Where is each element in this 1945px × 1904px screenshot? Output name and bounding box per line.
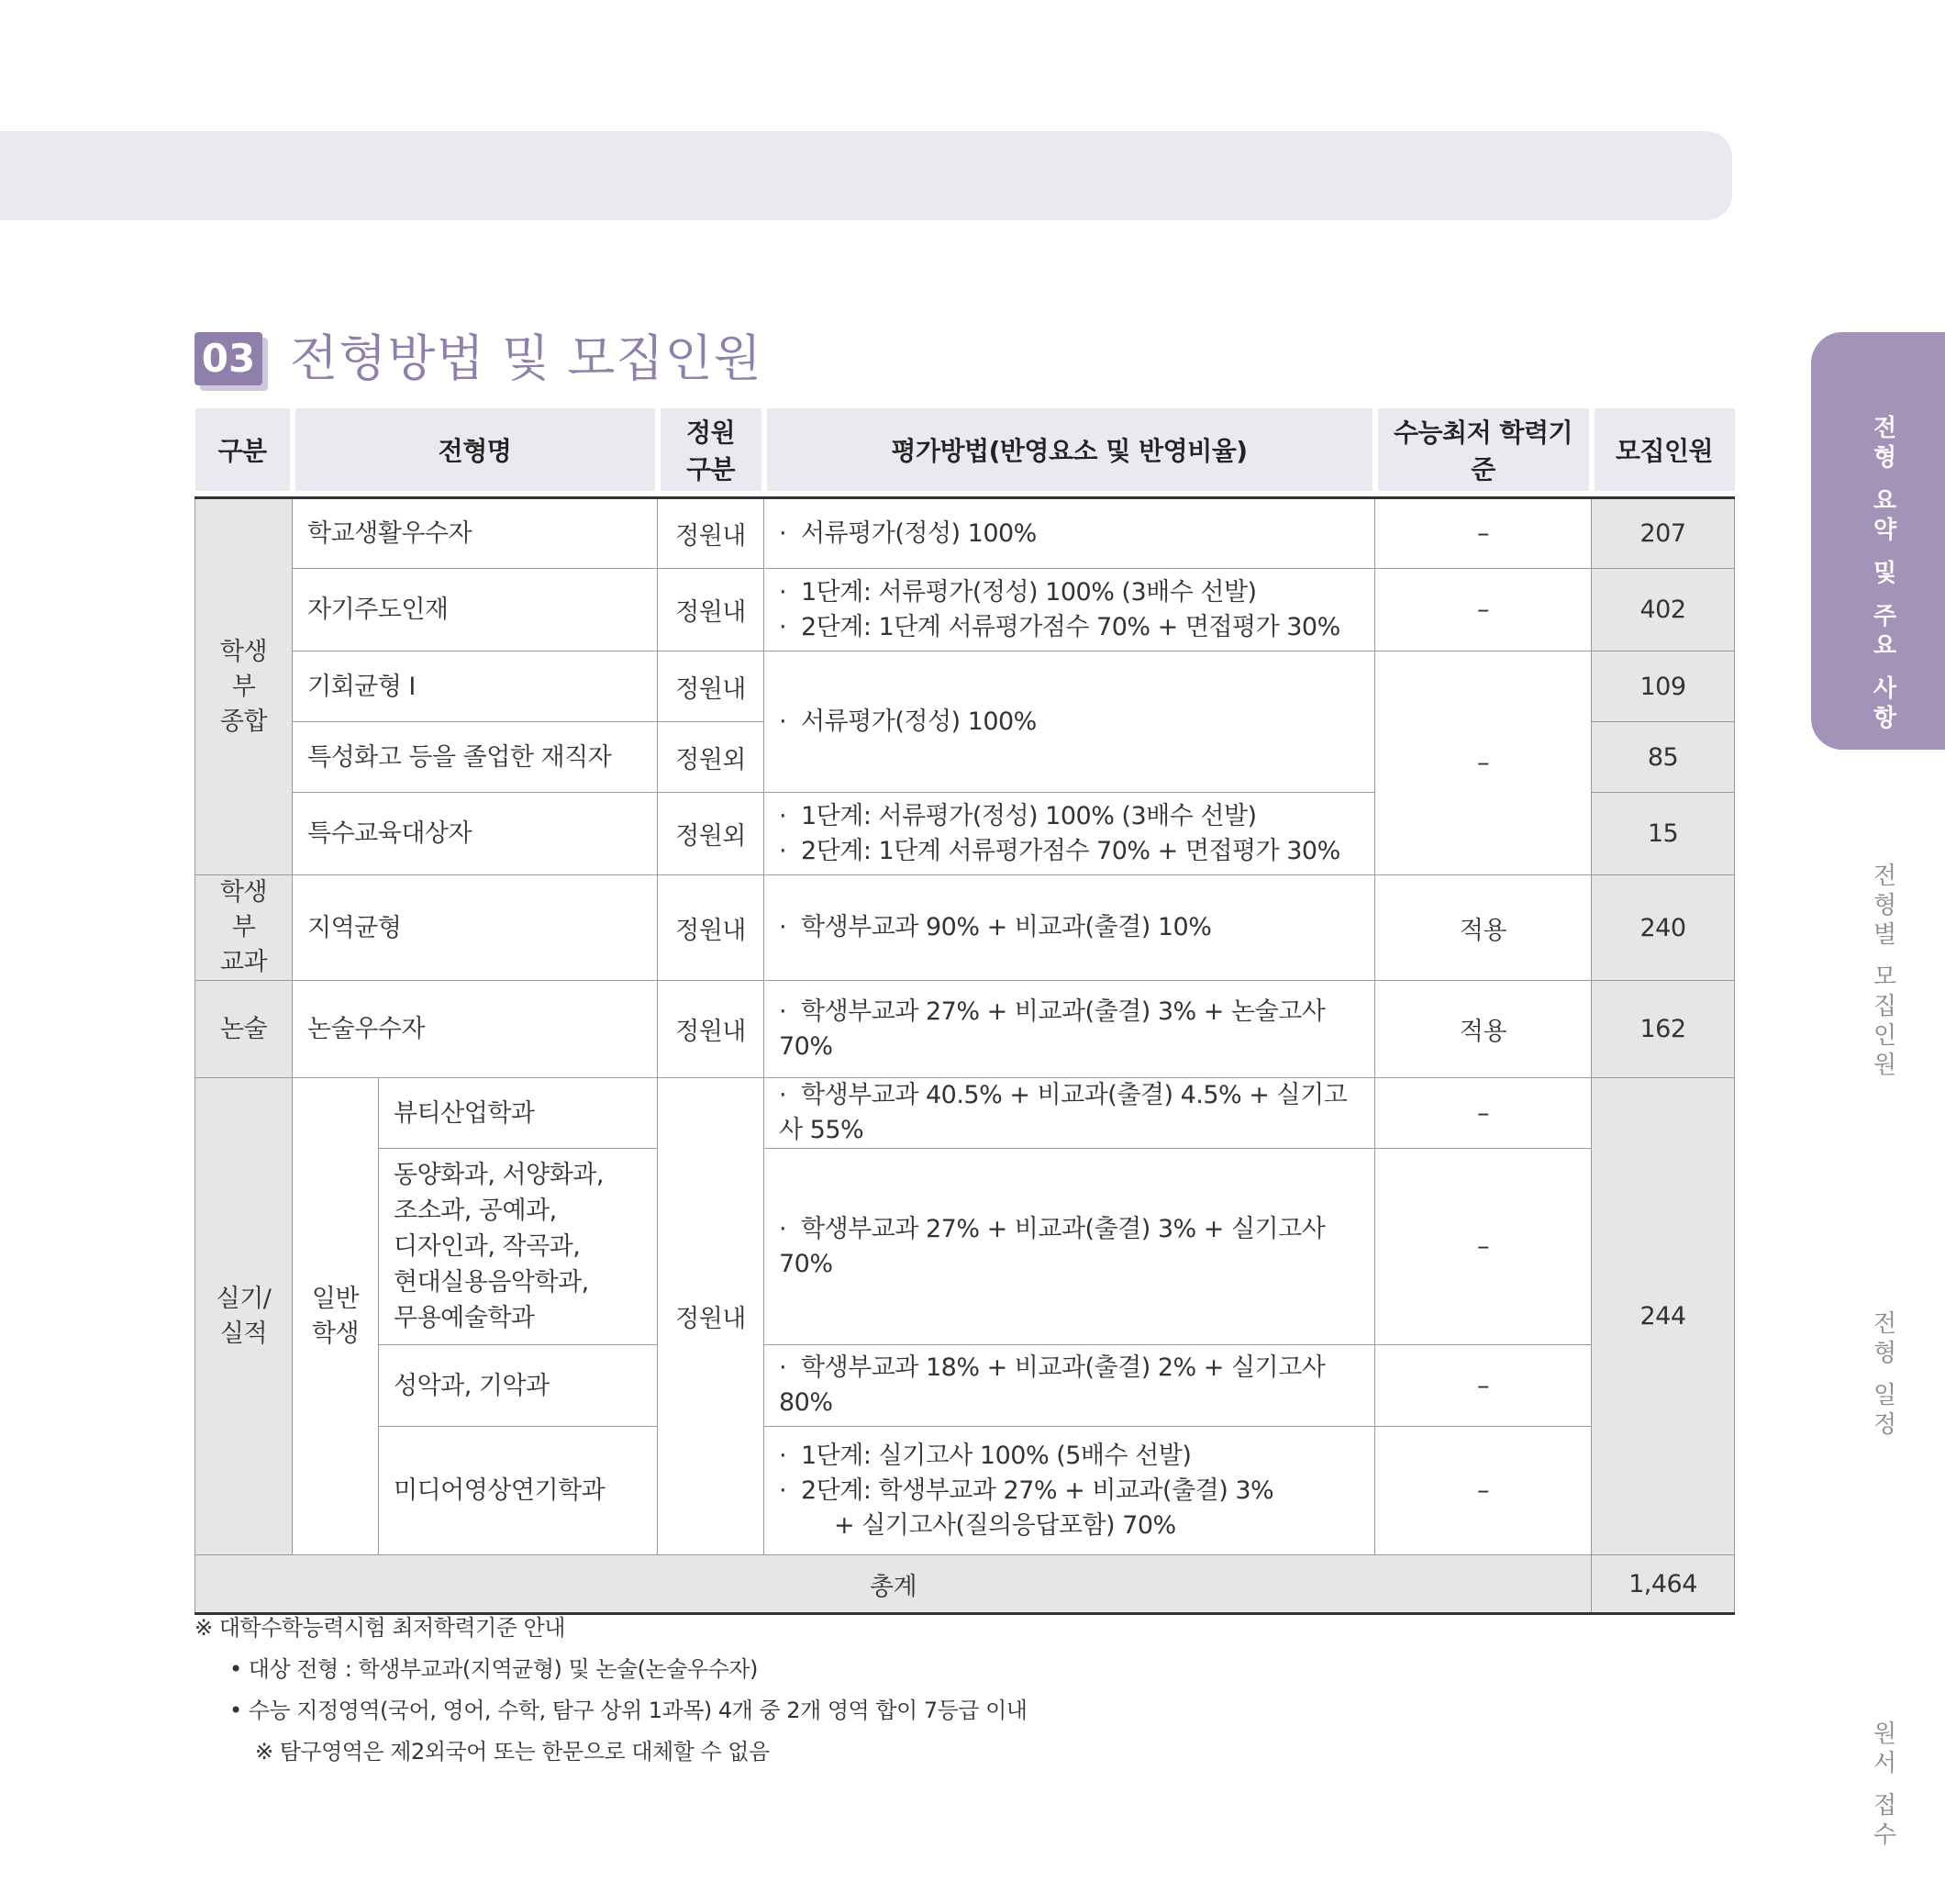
header-name: 전형명 (293, 408, 658, 491)
name-cell: 자기주도인재 (293, 569, 658, 651)
table-row (195, 651, 1735, 722)
header-category: 구분 (195, 408, 293, 491)
table-row (195, 1078, 1735, 1149)
method-cell: · 학생부교과 40.5% + 비교과(출결) 4.5% + 실기고사 55% (764, 1078, 1375, 1149)
method-cell: · 1단계: 실기고사 100% (5배수 선발) · 2단계: 학생부교과 27% + 비교과(출결) 3% + 실기고사(질의응답포함) 70% (764, 1427, 1375, 1555)
minimum-cell: – (1375, 1078, 1592, 1149)
method-cell: · 1단계: 서류평가(정성) 100% (3배수 선발) · 2단계: 1단계 서류평가점수 70% + 면접평가 30% (764, 793, 1375, 875)
name-cell: 학교생활우수자 (293, 498, 658, 569)
minimum-cell: 적용 (1375, 875, 1592, 981)
quota-cell: 정원내 (658, 981, 764, 1078)
method-cell: · 학생부교과 27% + 비교과(출결) 3% + 논술고사 70% (764, 981, 1375, 1078)
header-minimum: 수능최저 학력기준 (1375, 408, 1592, 491)
total-label: 총계 (195, 1555, 1592, 1614)
quota-cell: 정원내 (658, 875, 764, 981)
name-cell: 특수교육대상자 (293, 793, 658, 875)
count-cell: 162 (1592, 981, 1735, 1078)
minimum-cell: – (1375, 651, 1592, 875)
table-row (195, 1345, 1735, 1427)
category-cell: 논술 (195, 981, 293, 1078)
name-cell: 뷰티산업학과 (379, 1078, 658, 1149)
header-method: 평가방법(반영요소 및 반영비율) (764, 408, 1375, 491)
count-cell: 402 (1592, 569, 1735, 651)
quota-cell: 정원내 (658, 569, 764, 651)
name-cell: 성악과, 기악과 (379, 1345, 658, 1427)
minimum-cell: – (1375, 1427, 1592, 1555)
notes-title: ※ 대학수학능력시험 최저학력기준 안내 (194, 1615, 565, 1641)
quota-cell: 정원내 (658, 1078, 764, 1555)
quota-cell: 정원외 (658, 722, 764, 793)
name-cell: 동양화과, 서양화과, 조소과, 공예과, 디자인과, 작곡과, 현대실용음악학과, 무용예술학과 (379, 1149, 658, 1345)
side-nav-item-schedule[interactable]: 전형 일정 (1869, 1310, 1896, 1442)
quota-cell: 정원내 (658, 651, 764, 722)
side-nav-item-summary[interactable]: 전형 요약 및 주요 사항 (1869, 415, 1896, 735)
header-count: 모집인원 (1592, 408, 1735, 491)
notes-item: • 대상 전형 : 학생부교과(지역균형) 및 논술(논술우수자) (229, 1656, 758, 1682)
method-cell: · 학생부교과 18% + 비교과(출결) 2% + 실기고사 80% (764, 1345, 1375, 1427)
minimum-cell: – (1375, 498, 1592, 569)
method-cell: · 학생부교과 27% + 비교과(출결) 3% + 실기고사 70% (764, 1149, 1375, 1345)
section-number-badge: 03 (194, 332, 262, 385)
table-row (195, 875, 1735, 981)
name-cell: 미디어영상연기학과 (379, 1427, 658, 1555)
minimum-cell: – (1375, 1149, 1592, 1345)
name-cell: 지역균형 (293, 875, 658, 981)
count-cell: 85 (1592, 722, 1735, 793)
notes-item: • 수능 지정영역(국어, 영어, 수학, 탐구 상위 1과목) 4개 중 2개 영역 합이 7등급 이내 (229, 1698, 1028, 1723)
count-cell: 240 (1592, 875, 1735, 981)
name-cell: 논술우수자 (293, 981, 658, 1078)
notes-sub: ※ 탐구영역은 제2외국어 또는 한문으로 대체할 수 없음 (255, 1739, 770, 1765)
method-cell: · 학생부교과 90% + 비교과(출결) 10% (764, 875, 1375, 981)
minimum-cell: – (1375, 569, 1592, 651)
table-row (195, 981, 1735, 1078)
header-quota: 정원구분 (658, 408, 764, 491)
name-cell: 기회균형 I (293, 651, 658, 722)
count-cell: 109 (1592, 651, 1735, 722)
minimum-cell: – (1375, 1345, 1592, 1427)
admission-table (194, 408, 1735, 1615)
total-row (195, 1555, 1735, 1614)
subcategory-cell: 일반 학생 (293, 1078, 379, 1555)
table-row (195, 498, 1735, 569)
table-row (195, 1149, 1735, 1345)
side-nav-item-quota[interactable]: 전형별 모집인원 (1869, 863, 1896, 1082)
method-cell: · 서류평가(정성) 100% (764, 651, 1375, 793)
total-count: 1,464 (1592, 1555, 1735, 1614)
side-nav-item-application[interactable]: 원서 접수 (1869, 1720, 1896, 1852)
count-cell: 207 (1592, 498, 1735, 569)
minimum-cell: 적용 (1375, 981, 1592, 1078)
count-cell: 244 (1592, 1078, 1735, 1555)
method-cell: · 1단계: 서류평가(정성) 100% (3배수 선발) · 2단계: 1단계 서류평가점수 70% + 면접평가 30% (764, 569, 1375, 651)
category-cell: 학생부 교과 (195, 875, 293, 981)
quota-cell: 정원외 (658, 793, 764, 875)
category-cell: 실기/ 실적 (195, 1078, 293, 1555)
table-row (195, 1427, 1735, 1555)
quota-cell: 정원내 (658, 498, 764, 569)
section-title: 전형방법 및 모집인원 (290, 329, 762, 387)
count-cell: 15 (1592, 793, 1735, 875)
name-cell: 특성화고 등을 졸업한 재직자 (293, 722, 658, 793)
category-cell: 학생부 종합 (195, 498, 293, 875)
top-banner-bar (0, 131, 1732, 220)
method-cell: · 서류평가(정성) 100% (764, 498, 1375, 569)
table-row (195, 569, 1735, 651)
table-header-row (195, 408, 1735, 491)
notes (194, 1608, 1028, 1773)
